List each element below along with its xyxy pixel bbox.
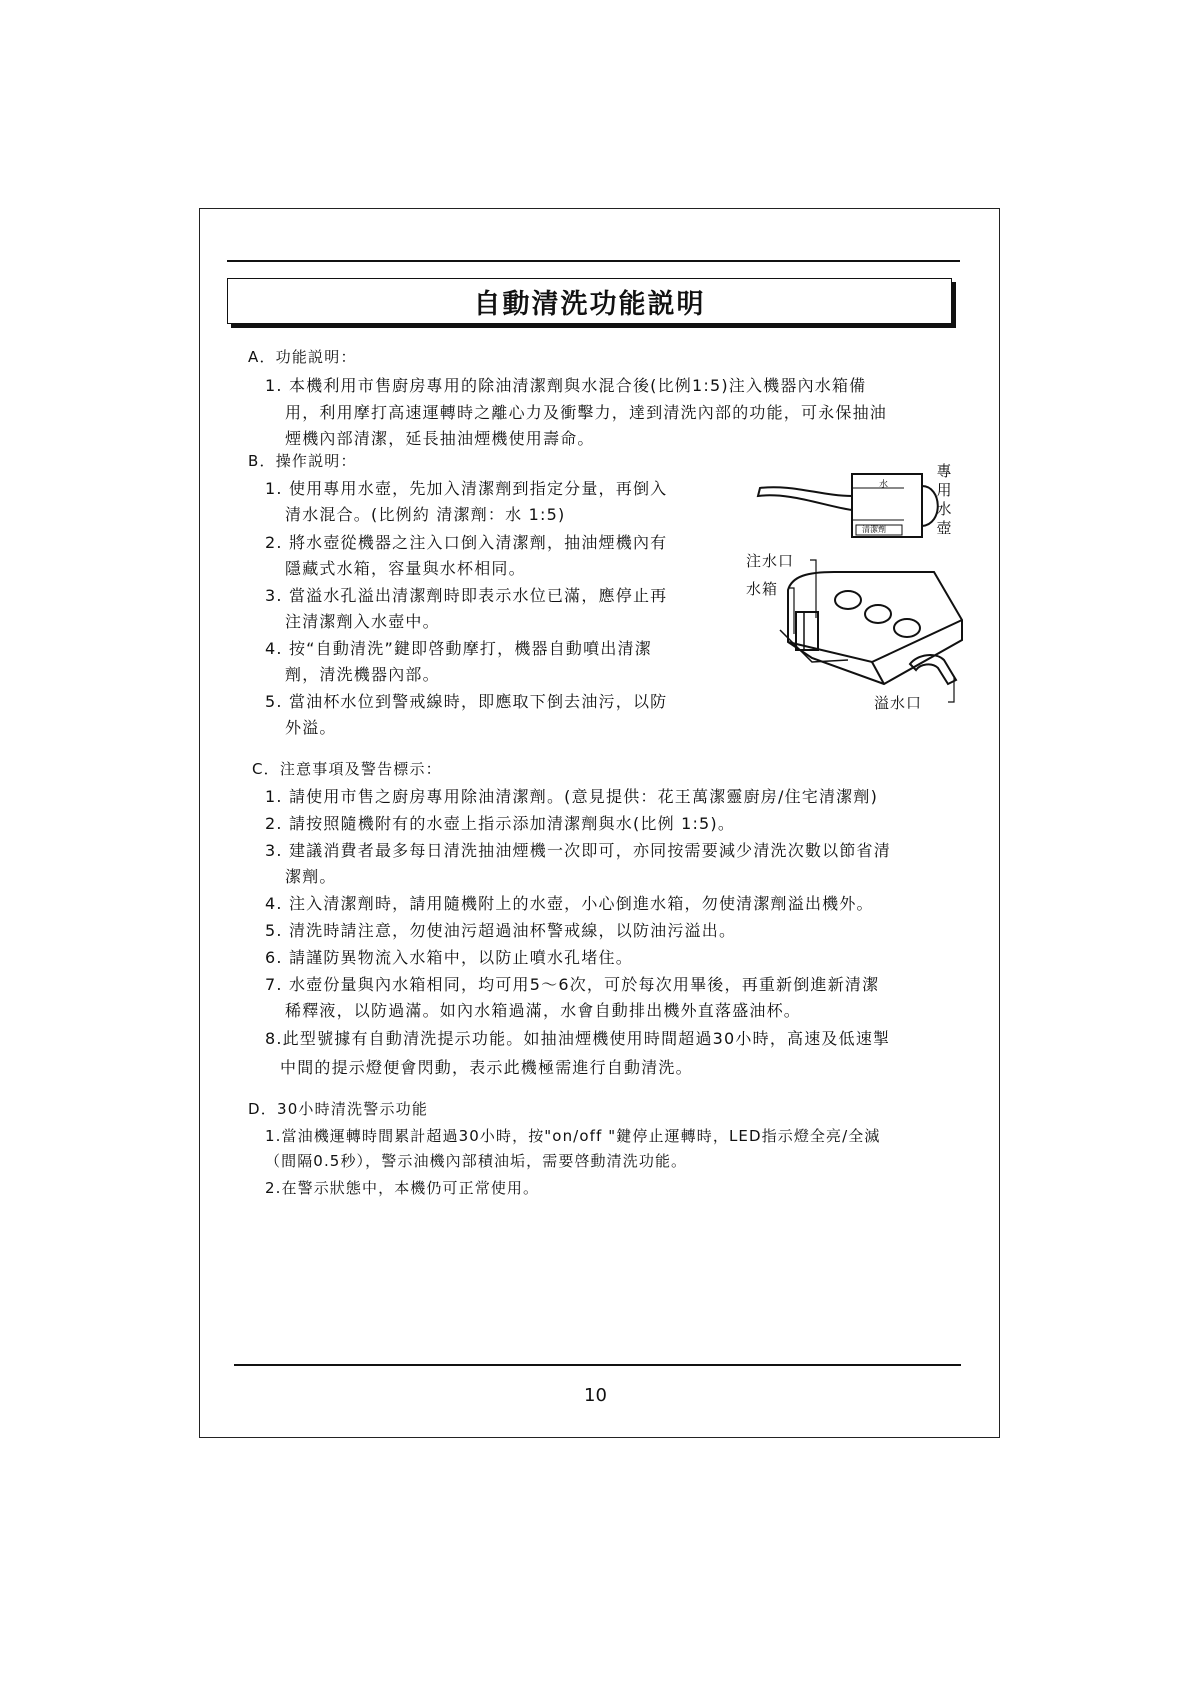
section-b-line: 5. 當油杯水位到警戒線時，即應取下倒去油污，以防: [265, 692, 668, 711]
section-b-heading: B．操作説明：: [248, 452, 357, 470]
detergent-mark-label: 清潔劑: [862, 525, 886, 534]
section-c-line: 中間的提示燈便會閃動，表示此機極需進行自動清洗。: [280, 1058, 693, 1077]
inlet-label: 注水口: [746, 552, 795, 570]
section-b-line: 4. 按“自動清洗”鍵即啓動摩打，機器自動噴出清潔: [265, 639, 652, 658]
section-c-line: 2. 請按照隨機附有的水壺上指示添加清潔劑與水(比例 1:5)。: [265, 814, 736, 833]
section-b-line: 隱藏式水箱，容量與水杯相同。: [285, 559, 526, 578]
section-d-line: 1.當油機運轉時間累計超過30小時，按"on/off "鍵停止運轉時，LED指示燈全亮/全滅: [265, 1127, 881, 1145]
section-d-line: （間隔0.5秒），警示油機內部積油垢，需要啓動清洗功能。: [265, 1152, 688, 1170]
water-mark-label: 水: [879, 480, 890, 490]
section-b-line: 3. 當溢水孔溢出清潔劑時即表示水位已滿，應停止再: [265, 586, 668, 605]
section-c-line: 7. 水壺份量與內水箱相同，均可用5～6次，可於每次用畢後，再重新倒進新清潔: [265, 975, 880, 994]
kettle-label: [935, 462, 953, 538]
section-d-heading: D．30小時清洗警示功能: [248, 1100, 429, 1118]
section-a-line: 煙機內部清潔，延長抽油煙機使用壽命。: [285, 429, 595, 448]
kettle-label-char: 壺: [936, 519, 952, 537]
section-c-line: 5. 清洗時請注意，勿使油污超過油杯警戒線，以防油污溢出。: [265, 921, 737, 940]
overflow-label: 溢水口: [874, 694, 923, 712]
section-c-line: 6. 請謹防異物流入水箱中，以防止噴水孔堵住。: [265, 948, 633, 967]
kettle-label-char: 用: [936, 481, 952, 499]
top-rule: [227, 260, 960, 262]
section-b-line: 注清潔劑入水壺中。: [285, 612, 440, 631]
section-c-line: 稀釋液，以防過滿。如內水箱過滿，水會自動排出機外直落盛油杯。: [285, 1001, 802, 1020]
kettle-label-char: 水: [936, 500, 952, 518]
kettle-label-char: 專: [936, 462, 952, 480]
section-b-line: 2. 將水壺從機器之注入口倒入清潔劑，抽油煙機內有: [265, 533, 668, 552]
section-b-line: 劑，清洗機器內部。: [285, 665, 440, 684]
section-b-line: 清水混合。(比例約 清潔劑：水 1:5): [285, 505, 566, 524]
section-a-line: 1. 本機利用市售廚房專用的除油清潔劑與水混合後(比例1:5)注入機器內水箱備: [265, 376, 867, 395]
illustration-svg: [752, 462, 964, 720]
section-c-heading: C．注意事項及警告標示：: [252, 760, 442, 778]
section-d-line: 2.在警示狀態中，本機仍可正常使用。: [265, 1179, 540, 1197]
section-b-line: 1. 使用專用水壺，先加入清潔劑到指定分量，再倒入: [265, 479, 668, 498]
section-c-line: 潔劑。: [285, 867, 337, 886]
section-c-line: 1. 請使用市售之廚房專用除油清潔劑。(意見提供：花王萬潔靈廚房/住宅清潔劑): [265, 787, 879, 806]
kettle-and-tank-illustration: [746, 462, 964, 720]
tank-label: 水箱: [746, 580, 779, 598]
page-number: 10: [584, 1385, 607, 1406]
section-a-heading: A．功能説明：: [248, 348, 357, 366]
page-title: 自動清洗功能説明: [473, 288, 706, 320]
bottom-rule: [234, 1364, 961, 1366]
section-c-line: 8.此型號據有自動清洗提示功能。如抽油煙機使用時間超過30小時，高速及低速掣: [265, 1029, 891, 1048]
title-box: [227, 278, 952, 324]
section-c-line: 4. 注入清潔劑時，請用隨機附上的水壺，小心倒進水箱，勿使清潔劑溢出機外。: [265, 894, 874, 913]
section-a-line: 用，利用摩打高速運轉時之離心力及衝擊力，達到清洗內部的功能，可永保抽油: [285, 403, 888, 422]
section-b-line: 外溢。: [285, 718, 337, 737]
section-c-line: 3. 建議消費者最多每日清洗抽油煙機一次即可，亦同按需要減少清洗次數以節省清: [265, 841, 891, 860]
